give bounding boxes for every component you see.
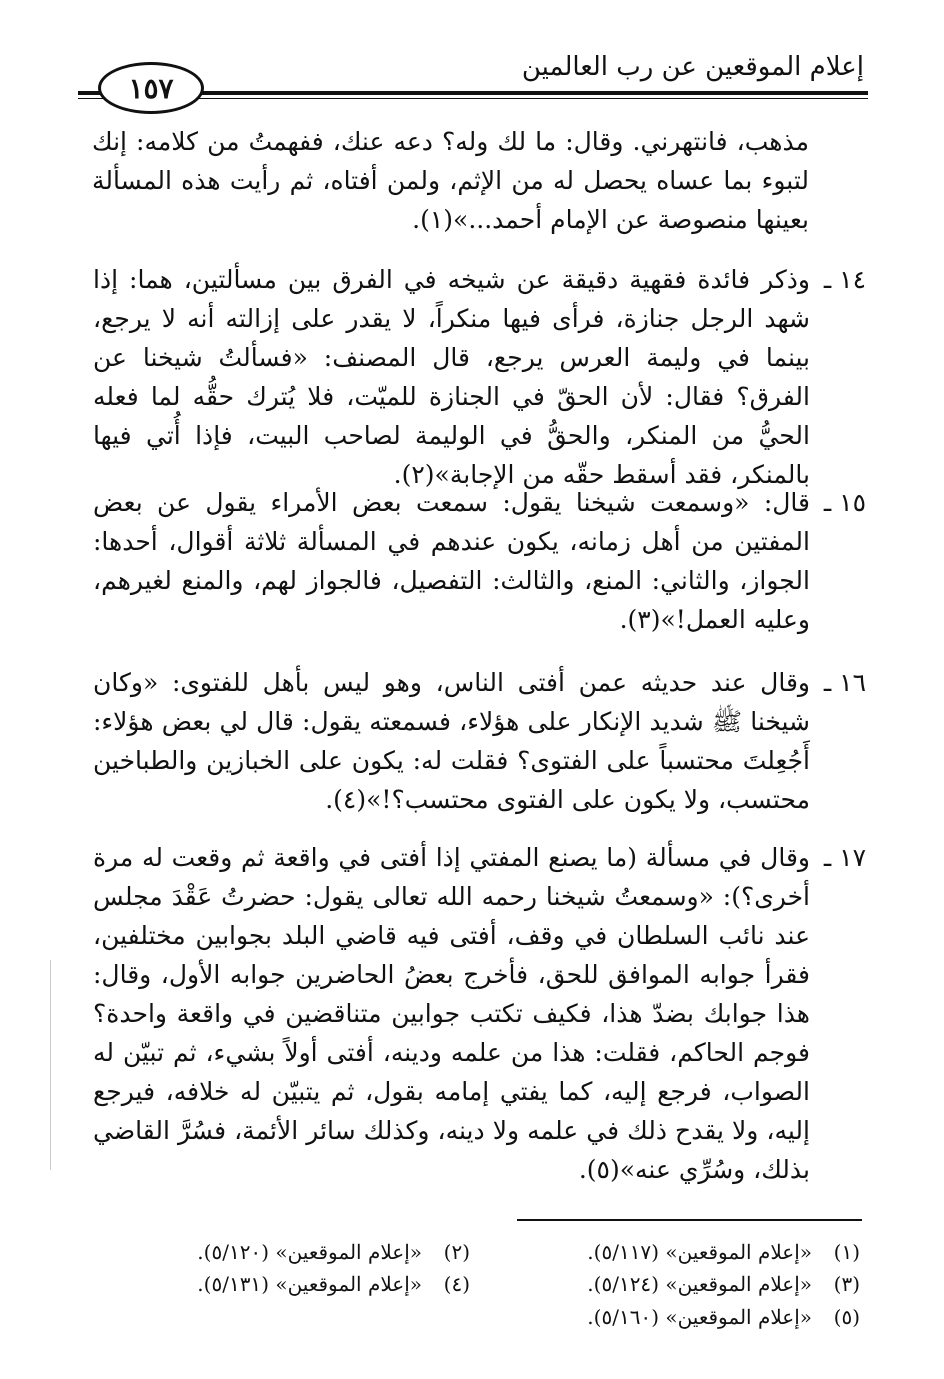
page-number-badge xyxy=(98,62,204,114)
item-text: قال: «وسمعت شيخنا يقول: سمعت بعض الأمراء يقول عن بعض المفتين من أهل زمانه، يكون عندهم في المسألة ثلاثة أقوال، أحدها: الجواز، والثاني: المنع، والثالث: التفصيل، فالجواز لهم، والمنع لغيرهم، وعليه العمل!»(٣). xyxy=(93,488,810,634)
footnote-text: «إعلام الموقعين» (٥/١٢٠). xyxy=(197,1240,422,1264)
item-text: وقال عند حديثه عمن أفتى الناس، وهو ليس بأهل للفتوى: «وكان شيخنا ﷺ شديد الإنكار على هؤلاء، فسمعته يقول: قال لي بعض هؤلاء: أَجُعِلتَ محتسباً على الفتوى؟ فقلت له: يكون على الخبازين والطباخين محتسب، ولا يكون على الفتوى محتسب؟!»(٤). xyxy=(93,668,810,814)
footnote xyxy=(587,1238,860,1266)
footnote xyxy=(197,1270,470,1298)
footnote-number: (١) xyxy=(833,1240,860,1264)
footnote-text: «إعلام الموقعين» (٥/١١٧). xyxy=(587,1240,812,1264)
footnote xyxy=(587,1303,860,1331)
intro-paragraph: مذهب، فانتهرني. وقال: ما لك وله؟ دعه عنك، ففهمتُ من كلامه: إنك لتبوء بما عساه يحصل له من الإثم، ولمن أفتاه، ثم رأيت هذه المسألة بعينها منصوصة عن الإمام أحمد...»(١). xyxy=(92,127,809,234)
scan-margin-line xyxy=(50,960,51,1170)
item-number: ١٦ ـ xyxy=(823,668,866,697)
footnote-text: «إعلام الموقعين» (٥/١٣١). xyxy=(197,1272,422,1296)
footnote xyxy=(587,1270,860,1298)
footnote-number: (٣) xyxy=(833,1272,860,1296)
footnote-number: (٢) xyxy=(443,1240,470,1264)
footnote-number: (٥) xyxy=(833,1305,860,1329)
item-text: وقال في مسألة (ما يصنع المفتي إذا أفتى في واقعة ثم وقعت له مرة أخرى؟): «وسمعتُ شيخنا رحمه الله تعالى يقول: حضرتُ عَقْدَ مجلس عند نائب السلطان في وقف، أفتى فيه قاضي البلد بجوابين مختلفين، فقرأ جوابه الموافق للحق، فأخرج بعضُ الحاضرين جوابه الأول، وقال: هذا جوابك بضدّ هذا، فكيف تكتب جوابين متناقضين في واقعة واحدة؟ فوجم الحاكم، فقلت: هذا من علمه ودينه، أفتى أولاً بشيء، ثم تبيّن له الصواب، فرجع إليه، كما يفتي إمامه بقول، ثم يتبيّن له خلافه، فيرجع إليه، ولا يقدح ذلك في علمه ولا دينه، وكذلك سائر الأئمة، فسُرَّ القاضي بذلك، وسُرِّي عنه»(٥). xyxy=(93,843,810,1184)
item-text: وذكر فائدة فقهية دقيقة عن شيخه في الفرق بين مسألتين، هما: إذا شهد الرجل جنازة، فرأى فيها منكراً، لا يقدر على إزالته أنه لا يرجع، بينما في وليمة العرس يرجع، قال المصنف: «فسألتُ شيخنا عن الفرق؟ فقال: لأن الحقّ في الجنازة للميّت، فلا يُترك حقُّه لما فعله الحيُّ من المنكر، والحقُّ في الوليمة لصاحب البيت، فإذا أُتي فيها بالمنكر، فقد أسقط حقّه من الإجابة»(٢). xyxy=(93,265,810,489)
footnote xyxy=(197,1238,470,1266)
page-number: ١٥٧ xyxy=(128,71,174,105)
running-header-title: إعلام الموقعين عن رب العالمين xyxy=(521,52,864,82)
footnote-rule xyxy=(517,1219,862,1221)
footnote-number: (٤) xyxy=(443,1272,470,1296)
item-number: ١٤ ـ xyxy=(823,265,866,294)
footnote-text: «إعلام الموقعين» (٥/١٦٠). xyxy=(587,1305,812,1329)
item-number: ١٥ ـ xyxy=(823,488,866,517)
footnote-text: «إعلام الموقعين» (٥/١٢٤). xyxy=(587,1272,812,1296)
item-number: ١٧ ـ xyxy=(823,843,866,872)
